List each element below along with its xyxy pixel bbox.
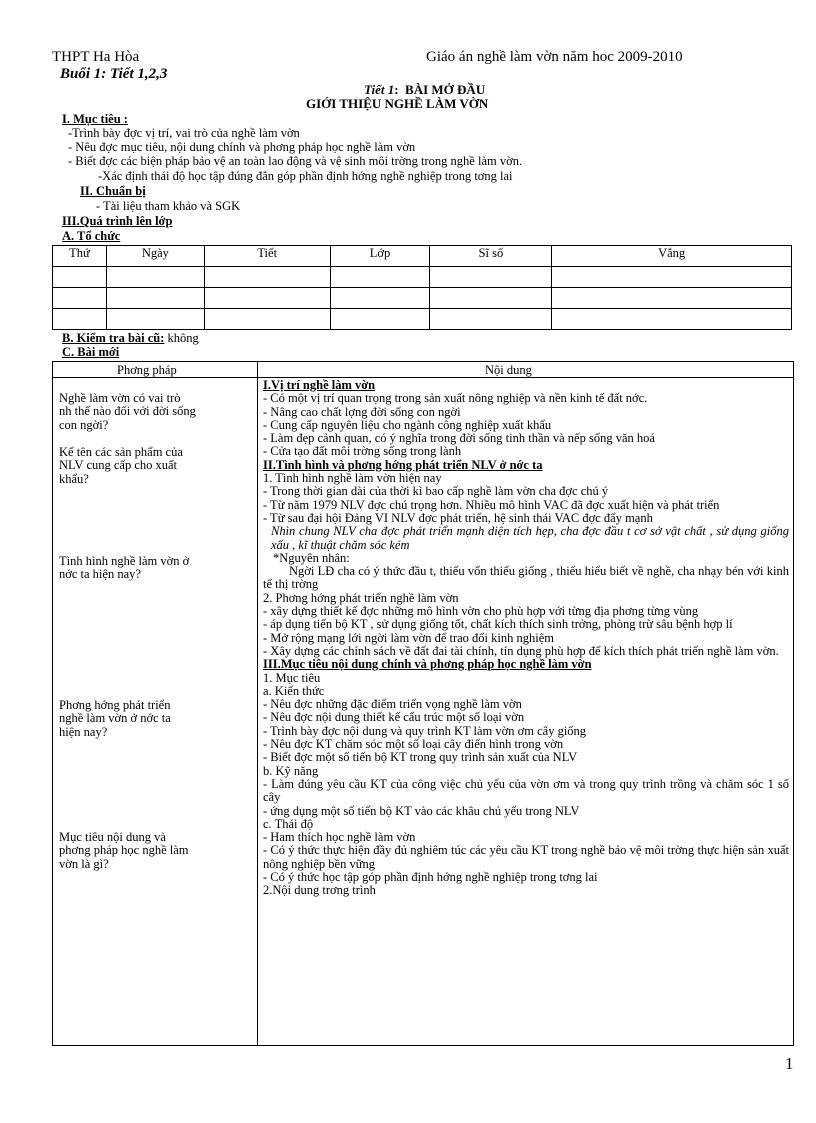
school-name: THPT Ha Hòa	[52, 49, 140, 65]
content-line: - áp dụng tiến bộ KT , sử dụng giống tốt, chất kích thích sinh trởng, phòng trừ sâu bệnh hợp lí	[263, 617, 733, 632]
content-line: - Có ý thức học tập góp phần định hớng nghề nghiệp trong tơng lai	[263, 869, 598, 884]
process-heading: III.Quá trình lên lớp	[62, 214, 173, 228]
content-line: - Trong thời gian dài của thời kì bao cấp nghề làm vờn cha đợc chú ý	[263, 484, 609, 499]
content-line: 1. Tình hình nghề làm vờn hiện nay	[263, 471, 442, 486]
lesson-name: BÀI MỞ ĐẦU	[405, 82, 486, 97]
content-line: 1. Mục tiêu	[263, 670, 321, 685]
content-line: - Cung cấp nguyên liệu cho ngành công nghiệp xuất khẩu	[263, 417, 552, 432]
table-row	[53, 267, 792, 288]
content-line: - ứng dụng một số tiến bộ KT vào các khâu chủ yếu trong NLV	[263, 803, 580, 818]
table-row	[53, 288, 792, 309]
content-line: - Làm đẹp cảnh quan, có ý nghĩa trong đời sống tinh thần và nếp sống văn hoá	[263, 431, 655, 446]
content-line: - Có một vị trí quan trọng trong sản xuất nông nghiệp và nền kinh tế đất nớc.	[263, 391, 648, 406]
objectives-heading: I. Mục tiêu :	[62, 112, 128, 126]
question-block: Tình hình nghề làm vờn ở nớc ta hiện nay?	[59, 554, 190, 582]
content-line: b. Kỹ năng	[263, 763, 319, 778]
section-heading: I.Vị trí nghề làm vờn	[263, 378, 376, 392]
lesson-content-table	[52, 361, 794, 1046]
content-line: - Có ý thức thực hiện đầy đủ nghiêm túc các yêu cầu KT trong nghề bảo vệ môi trờng thực hiện sản xuất nông nghiệp bền vững	[263, 843, 789, 871]
attendance-table	[52, 245, 792, 330]
question-block: Mục tiêu nội dung và phơng pháp học nghề làm vờn là gì?	[59, 830, 189, 871]
header-cell-thu: Thứ	[53, 246, 107, 267]
prep-item: - Tài liệu tham khảo và SGK	[96, 199, 241, 213]
content-line: - Xây dựng các chính sách về đất đai tài chính, tín dụng phù hợp để kích thích phát triển nghề làm vờn.	[263, 643, 779, 658]
content-line: c. Thái độ	[263, 816, 314, 831]
page-number: 1	[785, 1054, 794, 1073]
lesson-subtitle: GIỚI THIỆU NGHỀ LÀM VỜN	[306, 96, 489, 111]
content-line: *Nguyên nhân:	[273, 550, 350, 565]
content-line: - Cửa tạo đất môi trờng sống trong lành	[263, 444, 462, 459]
content-line: - Làm đúng yêu cầu KT của công việc chủ yếu của vờn ơm và trong quy trình trồng và chăm sóc 1 số cây	[263, 776, 789, 805]
content-line: - Biết đợc một số tiến bộ KT trong quy trình sản xuất của NLV	[263, 750, 578, 765]
objective-item: -Xác định thái độ học tập đúng đắn góp phần định hớng nghề nghiệp trong tơng lai	[98, 169, 513, 183]
header-cell-si-so: Sĩ số	[430, 246, 552, 267]
question-block: Kể tên các sản phẩm của NLV cung cấp cho xuất khẩu?	[59, 445, 183, 486]
method-column-header: Phơng pháp	[117, 363, 177, 377]
content-line: - Nâng cao chất lợng đời sống con ngời	[263, 404, 461, 419]
content-line: - Trình bày đợc nội dung và quy trình KT làm vờn ơm cây giống	[263, 723, 587, 738]
section-heading: III.Mục tiêu nội dung chính và phơng pháp học nghề làm vờn	[263, 657, 592, 672]
objective-item: -Trình bày đợc vị trí, vai trò của nghề làm vờn	[68, 126, 300, 140]
header-cell-tiet: Tiết	[204, 246, 330, 267]
content-line: - Từ sau đại hội Đảng VI NLV đợc phát triển, hệ sinh thái VAC đợc đẩy mạnh	[263, 510, 653, 525]
content-line: - Nêu đợc những đặc điểm triển vọng nghề làm vờn	[263, 697, 522, 712]
content-line: Ngời LĐ cha có ý thức đầu t, thiếu vốn thiếu giống , thiếu hiểu biết về nghề, cha nhạy bén với kinh tế thị trờng	[263, 564, 789, 592]
content-line: - Nêu đợc KT chăm sóc một số loại cây điển hình trong vờn	[263, 737, 564, 752]
objective-item: - Nêu đợc mục tiêu, nội dung chính và phơng pháp học nghề làm vờn	[68, 140, 416, 154]
header-cell-lop: Lớp	[330, 246, 430, 267]
new-lesson-heading: C. Bài mới	[62, 345, 120, 359]
header-right-title: Giáo án nghề làm vờn năm hoc 2009-2010	[426, 49, 683, 65]
content-line: - Từ năm 1979 NLV đợc chú trọng hơn. Nhiều mô hình VAC đã đợc xuất hiện và phát triển	[263, 497, 720, 512]
content-line: 2.Nội dung trơng trình	[263, 883, 376, 898]
review-value: không	[164, 331, 199, 345]
content-line: - xây dựng thiết kế đợc những mô hình vờn cho phù hợp với từng địa phơng từng vùng	[263, 604, 699, 619]
table-row	[53, 309, 792, 330]
header-cell-ngay: Ngày	[106, 246, 204, 267]
prep-heading: II. Chuẩn bị	[80, 184, 146, 198]
content-column	[263, 379, 789, 898]
content-line: - Mở rộng mạng lới ngời làm vờn để trao đổi kinh nghiệm	[263, 630, 554, 645]
question-block: Nghề làm vờn có vai trò nh thế nào đối với đời sống con ngời?	[59, 391, 196, 432]
question-block: Phơng hớng phát triển nghề làm vờn ở nớc ta hiện nay?	[59, 698, 171, 739]
section-heading: II.Tình hình và phơng hớng phát triển NLV ở nớc ta	[263, 457, 543, 472]
objective-item: - Biết đợc các biện pháp bảo vệ an toàn lao động và vệ sinh môi trờng trong nghề làm vờn.	[68, 154, 523, 168]
content-line: - Nêu đợc nội dung thiết kế cấu trúc một số loại vờn	[263, 710, 525, 725]
table-header-row	[53, 246, 792, 267]
organization-heading: A. Tổ chức	[62, 229, 121, 243]
tiet-label: Tiết 1	[364, 82, 395, 97]
header-cell-vang: Vắng	[552, 246, 792, 267]
content-summary: Nhìn chung NLV cha đợc phát triển mạnh diện tích hẹp, cha đợc đầu t cơ sở vật chất , sử dụng giống xấu , kĩ thuật chăm sóc kém	[271, 524, 789, 552]
content-line: - Ham thích học nghề làm vờn	[263, 830, 416, 845]
review-line	[62, 332, 199, 345]
content-line: 2. Phơng hớng phát triển nghề làm vờn	[263, 590, 459, 605]
content-line: a. Kiến thức	[263, 683, 325, 698]
content-column-header: Nội dung	[485, 363, 532, 377]
session-label: Buổi 1: Tiết 1,2,3	[60, 66, 168, 82]
tiet-colon: :	[394, 82, 399, 97]
review-heading: B. Kiểm tra bài cũ:	[62, 331, 165, 345]
